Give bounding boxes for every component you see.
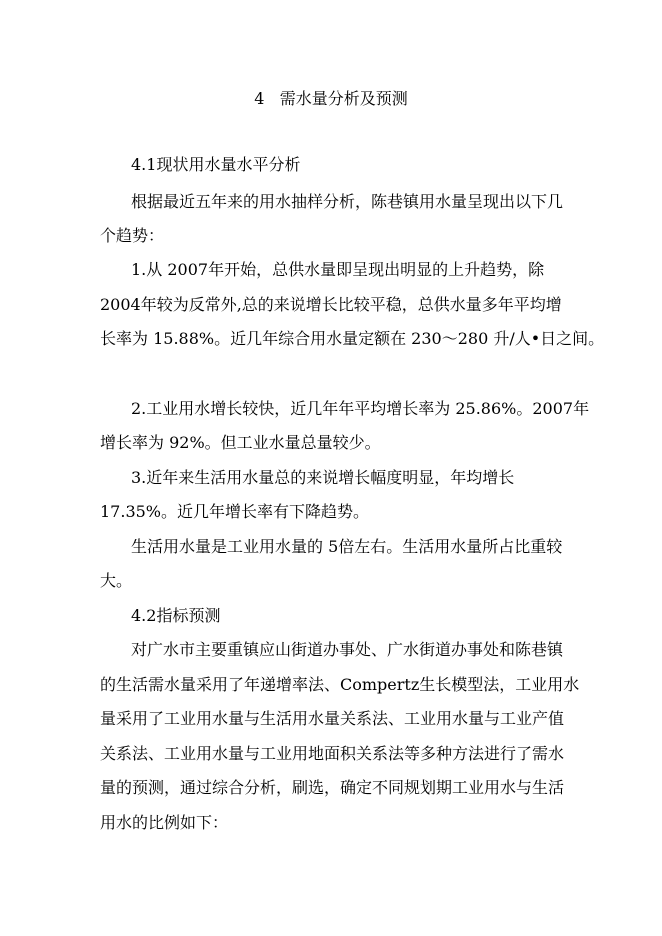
page-title: 4 需水量分析及预测 (254, 89, 408, 108)
list-item-1-line: 1.从 2007年开始，总供水量即呈现出明显的上升趋势，除 (131, 260, 545, 279)
paragraph-line: 对广水市主要重镇应山街道办事处、广水街道办事处和陈巷镇 (131, 640, 564, 659)
paragraph-line: 用水的比例如下： (100, 813, 229, 832)
section-heading-4-2: 4.2指标预测 (131, 606, 221, 625)
list-item-2-line: 增长率为 92%。但工业水量总量较少。 (100, 433, 381, 452)
paragraph-line: 大。 (100, 571, 133, 590)
paragraph-line: 的生活需水量采用了年递增率法、Compertz生长模型法，工业用水 (100, 675, 580, 694)
list-item-3-line: 17.35%。近几年增长率有下降趋势。 (100, 502, 370, 521)
section-heading-4-1: 4.1现状用水量水平分析 (131, 155, 301, 174)
list-item-1-line: 2004年较为反常外,总的来说增长比较平稳，总供水量多年平均增 (100, 295, 562, 314)
paragraph-line: 根据最近五年来的用水抽样分析，陈巷镇用水量呈现出以下几 (131, 192, 564, 211)
paragraph-line: 生活用水量是工业用水量的 5倍左右。生活用水量所占比重较 (131, 537, 563, 556)
paragraph-line: 关系法、工业用水量与工业用地面积关系法等多种方法进行了需水 (100, 744, 565, 763)
paragraph-line: 个趋势： (100, 226, 165, 245)
paragraph-line: 量采用了工业用水量与生活用水量关系法、工业用水量与工业产值 (100, 709, 565, 728)
list-item-1-line: 长率为 15.88%。近几年综合用水量定额在 230～280 升/人•日之间。 (100, 329, 605, 348)
list-item-2-line: 2.工业用水增长较快，近几年年平均增长率为 25.86%。2007年 (131, 399, 590, 418)
list-item-3-line: 3.近年来生活用水量总的来说增长幅度明显，年均增长 (131, 468, 515, 487)
paragraph-line: 量的预测，通过综合分析，刷选，确定不同规划期工业用水与生活 (100, 778, 565, 797)
